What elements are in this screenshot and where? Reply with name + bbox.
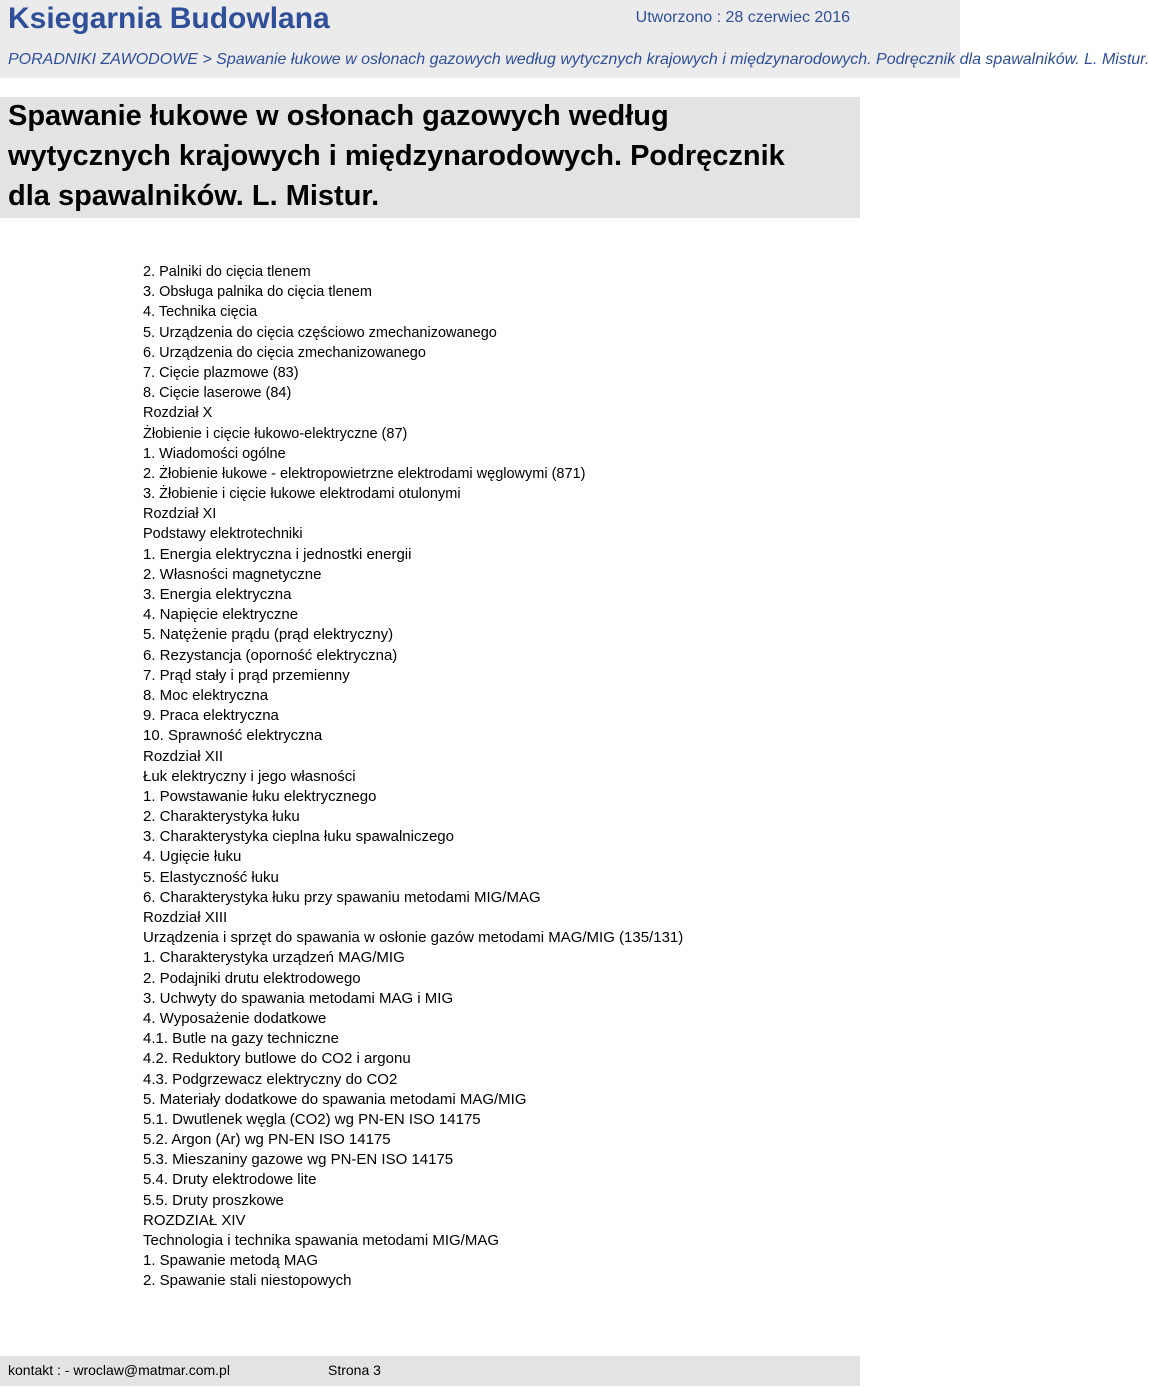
toc-item: Rozdział X (143, 405, 213, 422)
toc-item: 1. Charakterystyka urządzeń MAG/MIG (143, 949, 405, 967)
toc-item: 3. Uchwyty do spawania metodami MAG i MIG (143, 989, 454, 1007)
toc-item: 5. Natężenie prądu (prąd elektryczny) (143, 626, 394, 644)
toc-item: 3. Żłobienie i cięcie łukowe elektrodami otulonymi (143, 486, 461, 503)
toc-item: 4.2. Reduktory butlowe do CO2 i argonu (143, 1050, 411, 1068)
toc-item: 1. Spawanie metodą MAG (143, 1252, 319, 1270)
page-number: Strona 3 (328, 1362, 381, 1378)
toc-item: 5.5. Druty proszkowe (143, 1191, 284, 1209)
toc-item: 3. Obsługa palnika do cięcia tlenem (143, 284, 372, 301)
toc-item: 4.3. Podgrzewacz elektryczny do CO2 (143, 1070, 398, 1088)
toc-item: 2. Podajniki drutu elektrodowego (143, 969, 361, 987)
toc-item: 5. Urządzenia do cięcia częściowo zmechanizowanego (143, 324, 497, 341)
toc-item: 3. Energia elektryczna (143, 586, 292, 603)
toc-item: 2. Palniki do cięcia tlenem (143, 264, 311, 280)
toc-item: 6. Rezystancja (oporność elektryczna) (143, 646, 398, 664)
toc-item: Podstawy elektrotechniki (143, 526, 303, 543)
toc-item: Rozdział XI (143, 506, 217, 523)
toc-item: 5. Elastyczność łuku (143, 868, 279, 886)
toc-item: 7. Cięcie plazmowe (83) (143, 364, 299, 381)
table-of-contents (143, 262, 943, 1292)
toc-item: 6. Urządzenia do cięcia zmechanizowanego (143, 344, 426, 361)
toc-item: 5. Materiały dodatkowe do spawania metodami MAG/MIG (143, 1090, 527, 1108)
toc-item: 4. Technika cięcia (143, 304, 258, 321)
toc-item: Żłobienie i cięcie łukowo-elektryczne (87) (143, 425, 408, 442)
toc-item: 5.4. Druty elektrodowe lite (143, 1171, 317, 1189)
toc-item: 9. Praca elektryczna (143, 707, 279, 725)
toc-item: 10. Sprawność elektryczna (143, 727, 323, 745)
toc-item: Technologia i technika spawania metodami MIG/MAG (143, 1232, 500, 1249)
toc-item: 4. Ugięcie łuku (143, 848, 242, 866)
toc-item: 2. Własności magnetyczne (143, 565, 322, 583)
toc-item: 8. Cięcie laserowe (84) (143, 385, 292, 402)
toc-item: Urządzenia i sprzęt do spawania w osłonie gazów metodami MAG/MIG (135/131) (143, 929, 684, 947)
toc-item: Łuk elektryczny i jego własności (143, 767, 356, 785)
toc-item: 6. Charakterystyka łuku przy spawaniu metodami MIG/MAG (143, 888, 541, 906)
site-name[interactable]: Ksiegarnia Budowlana (8, 2, 330, 35)
toc-item: Rozdział XII (143, 747, 224, 765)
breadcrumb[interactable]: PORADNIKI ZAWODOWE > Spawanie łukowe w osłonach gazowych według wytycznych krajowych i międzynarodowych. Podręcznik dla spawalników. L. Mistur. (8, 51, 1149, 68)
toc-item: 5.2. Argon (Ar) wg PN-EN ISO 14175 (143, 1131, 391, 1149)
toc-item: 4. Wyposażenie dodatkowe (143, 1009, 327, 1027)
toc-item: 2. Charakterystyka łuku (143, 808, 300, 826)
toc-item: 4. Napięcie elektryczne (143, 606, 299, 624)
toc-item: 4.1. Butle na gazy techniczne (143, 1030, 339, 1048)
toc-item: 2. Spawanie stali niestopowych (143, 1272, 352, 1290)
toc-item: 8. Moc elektryczna (143, 686, 269, 704)
toc-item: 5.3. Mieszaniny gazowe wg PN-EN ISO 14175 (143, 1151, 454, 1169)
created-date: Utworzono : 28 czerwiec 2016 (635, 9, 850, 26)
toc-item: 1. Wiadomości ogólne (143, 445, 286, 462)
toc-item: ROZDZIAŁ XIV (143, 1211, 246, 1229)
page-title: Spawanie łukowe w osłonach gazowych według wytycznych krajowych i międzynarodowych. Podręcznik dla spawalników. L. Mistur. (8, 100, 785, 212)
contact-info[interactable]: kontakt : - wroclaw@matmar.com.pl (8, 1362, 230, 1378)
toc-item: 3. Charakterystyka cieplna łuku spawalniczego (143, 828, 454, 846)
toc-item: 7. Prąd stały i prąd przemienny (143, 666, 350, 684)
toc-item: 2. Żłobienie łukowe - elektropowietrzne elektrodami węglowymi (871) (143, 465, 586, 482)
toc-item: 1. Energia elektryczna i jednostki energii (143, 545, 412, 563)
toc-item: 1. Powstawanie łuku elektrycznego (143, 787, 377, 805)
toc-item: 5.1. Dwutlenek węgla (CO2) wg PN-EN ISO 14175 (143, 1110, 481, 1128)
toc-item: Rozdział XIII (143, 909, 228, 926)
